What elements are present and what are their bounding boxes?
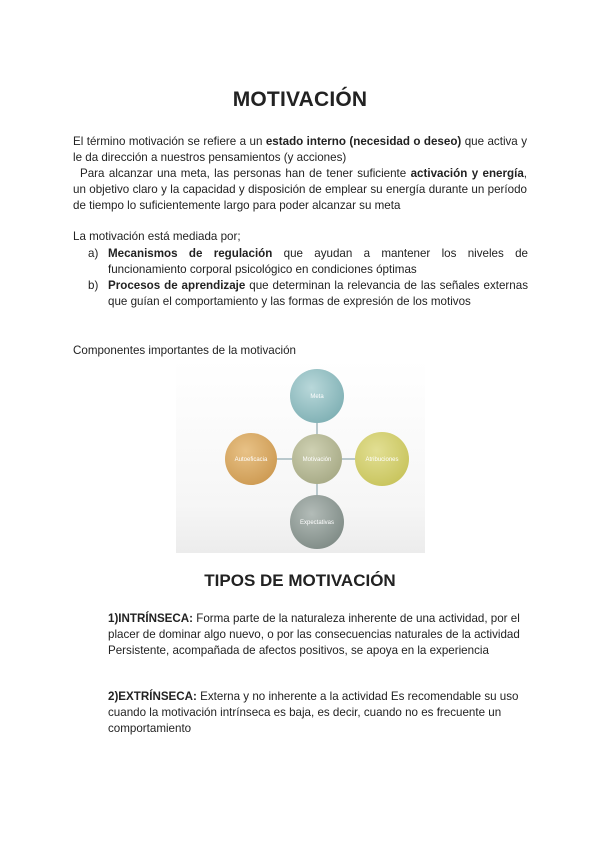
type-text: Externa y no inherente a la actividad Es recomendable su uso cuando la motivación intrínseca es baja, es decir, cuando no es frecuente un comportamiento [108,690,519,735]
types-heading: TIPOS DE MOTIVACIÓN [204,571,396,590]
diagram-node-top [290,369,344,423]
list-item [88,278,528,310]
list-item [88,246,528,278]
list-item-bold: Mecanismos de regulación [108,247,273,260]
type-text: Forma parte de la naturaleza inherente de una actividad, por el placer de dominar algo nuevo, o por las consecuencias naturales de la actividad Persistente, acompañada de afectos positivos, se apoya en la experiencia [108,612,520,657]
intro-paragraph-2 [73,166,527,213]
diagram-node-right [355,432,409,486]
diagram-svg [176,360,425,553]
components-heading: Componentes importantes de la motivación [73,344,296,357]
motivation-diagram [176,360,425,553]
type-label: 1)INTRÍNSECA: [108,612,194,625]
list-item-marker: b) [88,279,99,292]
intro-bold-text: activación y energía [410,167,524,180]
diagram-node-top-label: Meta [310,394,324,400]
diagram-node-left [225,433,277,485]
type-paragraph-extrinsic [108,689,528,736]
intro-text: El término motivación se refiere a un [73,135,266,148]
mediated-intro: La motivación está mediada por; [73,230,241,243]
intro-text: , un objetivo claro y la capacidad y disposición de emplear su energía durante un período de tiempo lo suficientemente largo para poder alcanzar su meta [73,167,527,212]
list-item-text [108,246,528,278]
intro-bold-text: estado interno (necesidad o deseo) [265,135,462,148]
intro-text: Para alcanzar una meta, las personas han de tener suficiente [80,167,411,180]
diagram-node-right-label: Atribuciones [365,457,399,463]
list-item-text [108,278,528,310]
page-title: MOTIVACIÓN [232,88,368,111]
diagram-node-center-label: Motivación [302,457,332,463]
intro-paragraph-1 [73,134,527,166]
list-item-body: que determinan la relevancia de las señales externas que guían el comportamiento y las formas de expresión de los motivos [108,279,528,308]
list-item-bold: Procesos de aprendizaje [108,279,246,292]
list-item-marker: a) [88,247,99,260]
diagram-node-left-label: Autoeficacia [234,457,268,463]
diagram-node-bottom-label: Expectativas [299,520,335,526]
diagram-node-center [292,434,342,484]
intro-text: que activa y le da dirección a nuestros pensamientos (y acciones) [73,135,527,164]
type-label: 2)EXTRÍNSECA: [108,690,197,703]
list-item-body: que ayudan a mantener los niveles de funcionamiento corporal psicológico en condiciones óptimas [108,247,528,276]
diagram-node-bottom [290,495,344,549]
type-paragraph-intrinsic [108,611,528,658]
